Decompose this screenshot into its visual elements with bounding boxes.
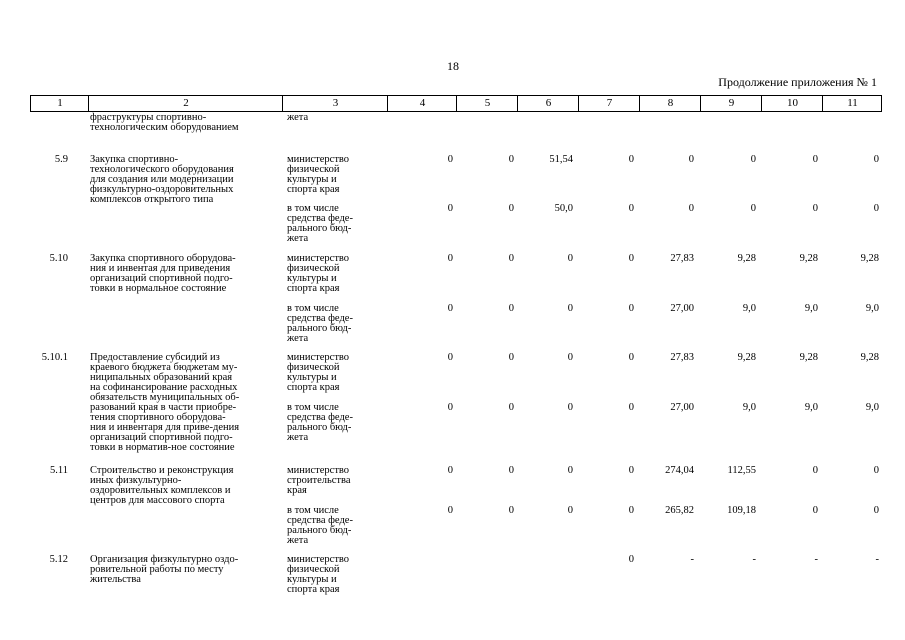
- value-cell: 0: [628, 505, 634, 516]
- value-cell: 0: [508, 203, 514, 214]
- value-cell: 0: [447, 402, 453, 413]
- value-cell: 0: [508, 402, 514, 413]
- value-cell: 9,28: [737, 352, 756, 363]
- header-divider: [639, 96, 640, 111]
- header-divider: [700, 96, 701, 111]
- value-cell: 27,00: [670, 303, 694, 314]
- value-cell: 0: [628, 402, 634, 413]
- value-cell: 0: [628, 352, 634, 363]
- header-col-4: 4: [419, 97, 426, 109]
- value-cell: 27,00: [670, 402, 694, 413]
- value-cell: 0: [508, 352, 514, 363]
- header-divider: [578, 96, 579, 111]
- row-executor: министерство физической культуры и спорта края: [287, 554, 350, 595]
- value-cell: 9,28: [799, 253, 818, 264]
- value-cell: 0: [873, 505, 879, 516]
- value-cell: 0: [873, 203, 879, 214]
- value-cell: 0: [812, 203, 818, 214]
- row-id: 5.10: [49, 253, 68, 264]
- value-cell: 0: [447, 303, 453, 314]
- value-cell: 9,28: [860, 253, 879, 264]
- value-cell: 9,0: [865, 303, 879, 314]
- value-cell: 0: [567, 352, 573, 363]
- value-cell: 0: [567, 505, 573, 516]
- value-cell: 274,04: [665, 465, 694, 476]
- row-executor: в том числе средства феде- рального бюд- жета: [287, 402, 353, 443]
- value-cell: 109,18: [727, 505, 756, 516]
- header-divider: [88, 96, 89, 111]
- value-cell: 9,28: [860, 352, 879, 363]
- value-cell: 0: [567, 465, 573, 476]
- header-col-10: 10: [787, 97, 798, 109]
- fragment-name: фраструктуры спортивно- технологическим оборудованием: [90, 112, 239, 133]
- row-executor: в том числе средства феде- рального бюд- жета: [287, 303, 353, 344]
- row-executor: министерство строительства края: [287, 465, 351, 496]
- value-cell: 0: [628, 303, 634, 314]
- value-cell: -: [875, 554, 879, 565]
- row-executor: в том числе средства феде- рального бюд- жета: [287, 203, 353, 244]
- header-col-6: 6: [545, 97, 552, 109]
- value-cell: 0: [628, 465, 634, 476]
- value-cell: -: [690, 554, 694, 565]
- value-cell: 0: [873, 154, 879, 165]
- value-cell: 9,0: [865, 402, 879, 413]
- row-id: 5.9: [54, 154, 68, 165]
- value-cell: 9,28: [799, 352, 818, 363]
- row-name: Строительство и реконструкция иных физкультурно- оздоровительных комплексов и центров для массового спорта: [90, 465, 234, 506]
- value-cell: 9,0: [804, 402, 818, 413]
- value-cell: 0: [447, 154, 453, 165]
- value-cell: 27,83: [670, 352, 694, 363]
- row-id: 5.11: [50, 465, 68, 476]
- row-executor: министерство физической культуры и спорта края: [287, 253, 350, 294]
- row-executor: в том числе средства феде- рального бюд- жета: [287, 505, 353, 546]
- value-cell: 0: [628, 253, 634, 264]
- value-cell: 0: [447, 203, 453, 214]
- value-cell: 27,83: [670, 253, 694, 264]
- row-name: Организация физкультурно оздо- ровительной работы по месту жительства: [90, 554, 239, 585]
- value-cell: 51,54: [549, 154, 573, 165]
- header-divider: [822, 96, 823, 111]
- value-cell: 0: [447, 505, 453, 516]
- header-divider: [456, 96, 457, 111]
- table-header: [30, 95, 882, 112]
- value-cell: 0: [447, 465, 453, 476]
- value-cell: 0: [628, 554, 634, 565]
- value-cell: 0: [628, 154, 634, 165]
- value-cell: 0: [567, 253, 573, 264]
- value-cell: 0: [567, 303, 573, 314]
- value-cell: 0: [508, 303, 514, 314]
- page-number: 18: [447, 59, 459, 73]
- header-col-9: 9: [728, 97, 735, 109]
- header-divider: [761, 96, 762, 111]
- header-col-3: 3: [332, 97, 339, 109]
- value-cell: 0: [812, 505, 818, 516]
- header-col-7: 7: [606, 97, 613, 109]
- value-cell: 0: [508, 505, 514, 516]
- header-col-8: 8: [667, 97, 674, 109]
- value-cell: 0: [812, 465, 818, 476]
- header-col-1: 1: [57, 97, 63, 109]
- row-executor: министерство физической культуры и спорта края: [287, 352, 350, 393]
- row-id: 5.10.1: [41, 352, 68, 363]
- row-id: 5.12: [49, 554, 68, 565]
- header-col-2: 2: [183, 97, 189, 109]
- value-cell: 9,28: [737, 253, 756, 264]
- value-cell: 0: [508, 154, 514, 165]
- row-executor: министерство физической культуры и спорта края: [287, 154, 350, 195]
- value-cell: 0: [750, 203, 756, 214]
- value-cell: 50,0: [554, 203, 573, 214]
- value-cell: 0: [688, 154, 694, 165]
- header-col-11: 11: [847, 97, 858, 109]
- value-cell: 112,55: [727, 465, 756, 476]
- value-cell: -: [814, 554, 818, 565]
- value-cell: 0: [508, 253, 514, 264]
- row-name: Предоставление субсидий из краевого бюджета бюджетам му- ниципальных образований края на софинансирование расходных обязательств муниципальных об- разований края в части приобре- тения спортивного оборудова- ния и инвентаря для приве-дения организаций спортивной подго- товки в норматив-ное состояние: [90, 352, 240, 453]
- header-col-5: 5: [484, 97, 491, 109]
- value-cell: 0: [447, 253, 453, 264]
- row-name: Закупка спортивно- технологического оборудования для создания или модернизации физкультурно-оздоровительных комплексов открытого типа: [90, 154, 234, 205]
- header-divider: [282, 96, 283, 111]
- value-cell: 0: [508, 465, 514, 476]
- fragment-executor: жета: [287, 112, 309, 123]
- value-cell: 0: [812, 154, 818, 165]
- value-cell: 0: [873, 465, 879, 476]
- value-cell: 0: [567, 402, 573, 413]
- continuation-label: Продолжение приложения № 1: [718, 75, 877, 89]
- value-cell: 9,0: [742, 303, 756, 314]
- value-cell: -: [752, 554, 756, 565]
- value-cell: 265,82: [665, 505, 694, 516]
- value-cell: 0: [688, 203, 694, 214]
- value-cell: 9,0: [804, 303, 818, 314]
- value-cell: 0: [447, 352, 453, 363]
- header-divider: [387, 96, 388, 111]
- value-cell: 0: [750, 154, 756, 165]
- value-cell: 9,0: [742, 402, 756, 413]
- value-cell: 0: [628, 203, 634, 214]
- header-divider: [517, 96, 518, 111]
- row-name: Закупка спортивного оборудова- ния и инвентая для приведения организаций спортивной подго- товки в нормальное состояние: [90, 253, 236, 294]
